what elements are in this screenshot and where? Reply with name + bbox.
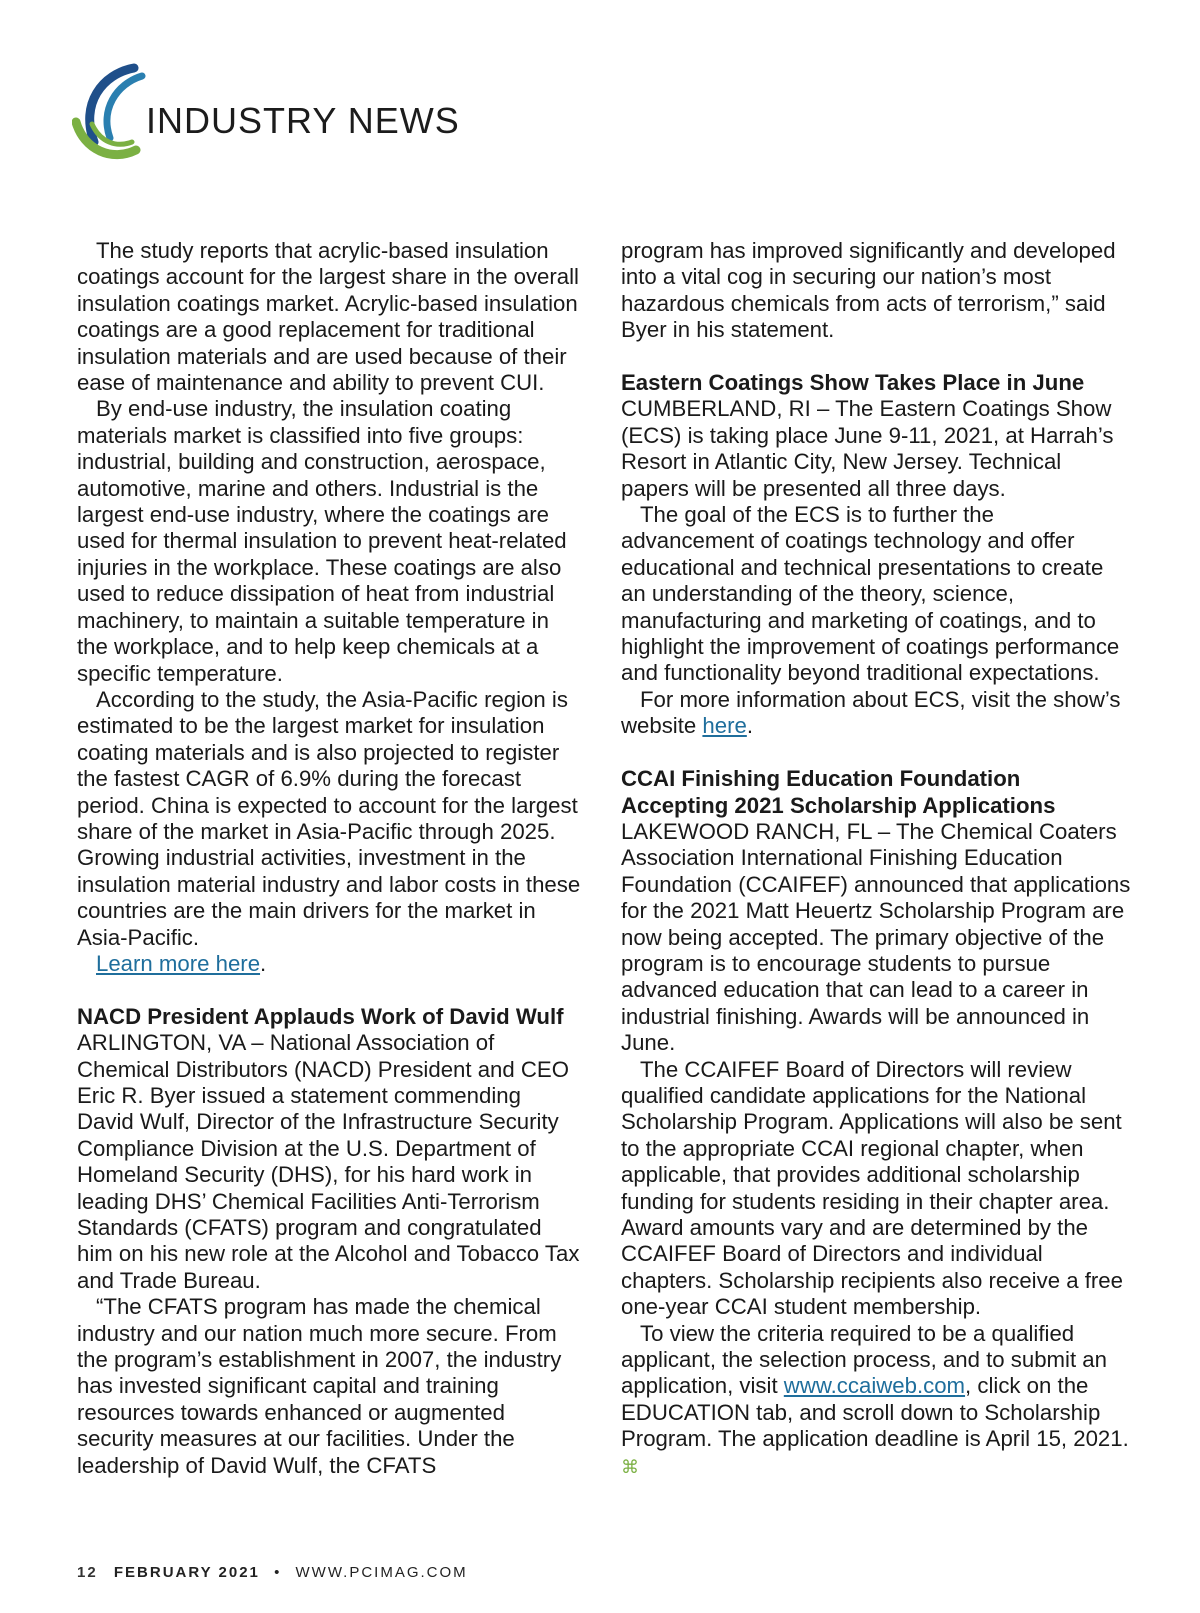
ccai-paragraph-3: To view the criteria required to be a qualified applicant, the selection process, and to submit an application, visit www.ccaiweb.com, click on the EDUCATION tab, and scroll down to Scholarship Program. The application deadline is April 15, 2021. ⌘ bbox=[621, 1320, 1129, 1477]
learn-more-link[interactable]: Learn more here bbox=[96, 950, 261, 976]
study-paragraph-3: According to the study, the Asia-Pacific region is estimated to be the largest market for insulation coating materials and is also projected to register the fastest CAGR of 6.9% during the forecast period. China is expected to account for the largest share of the market in Asia-Pacific through 2025. Growing industrial activities, investment in the insulation material industry and labor costs in these countries are the main drivers for the market in Asia-Pacific. bbox=[77, 686, 581, 950]
section-title: INDUSTRY NEWS bbox=[146, 100, 460, 141]
ecs-paragraph-1: CUMBERLAND, RI – The Eastern Coatings Show (ECS) is taking place June 9-11, 2021, at Harrah’s Resort in Atlantic City, New Jersey. Technical papers will be presented all three days. bbox=[621, 396, 1114, 501]
end-mark-icon: ⌘ bbox=[621, 1456, 639, 1477]
ccai-paragraph-2: The CCAIFEF Board of Directors will review qualified candidate applications for the National Scholarship Program. Applications will also be sent to the appropriate CCAI regional chapter, when applicable, that provides additional scholarship funding for students residing in their chapter area. Award amounts vary and are determined by the CCAIFEF Board of Directors and individual chapters. Scholarship recipients also receive a free one-year CCAI student membership. bbox=[621, 1056, 1123, 1320]
left-column bbox=[77, 238, 582, 1479]
ccai-heading-line2: Accepting 2021 Scholarship Applications bbox=[621, 792, 1056, 818]
nacd-paragraph-2: “The CFATS program has made the chemical industry and our nation much more secure. From the program’s establishment in 2007, the industry has invested significant capital and training resources towards enhanced or augmented security measures at our facilities. Under the leadership of David Wulf, the CFATS bbox=[77, 1294, 562, 1478]
study-paragraph-2: By end-use industry, the insulation coating materials market is classified into five groups: industrial, building and construction, aerospace, automotive, marine and others. Industrial is the largest end-use industry, where the coatings are used for thermal insulation to prevent heat-related injuries in the workplace. These coatings are also used to reduce dissipation of heat from industrial machinery, to maintain a suitable temperature in the workplace, and to help keep chemicals at a specific temperature. bbox=[77, 396, 567, 686]
ecs-paragraph-2: The goal of the ECS is to further the advancement of coatings technology and offer educational and technical presentations to create an understanding of the theory, science, manufacturing and marketing of coatings, and to highlight the improvement of coatings performance and functionality beyond traditional expectations. bbox=[621, 502, 1120, 686]
ecs-paragraph-3: For more information about ECS, visit the show’s website here. bbox=[621, 686, 1121, 739]
page-header bbox=[72, 62, 572, 162]
page-number: 12 bbox=[77, 1564, 98, 1581]
right-column bbox=[621, 238, 1131, 1480]
ecs-website-link[interactable]: here bbox=[702, 713, 747, 739]
ccai-heading-line1: CCAI Finishing Education Foundation bbox=[621, 766, 1021, 792]
footer-bullet: • bbox=[274, 1564, 282, 1581]
nacd-continuation: program has improved significantly and developed into a vital cog in securing our nation’s most hazardous chemicals from acts of terrorism,” said Byer in his statement. bbox=[621, 238, 1116, 343]
website-url: WWW.PCIMAG.COM bbox=[295, 1564, 468, 1581]
learn-more-paragraph: Learn more here. bbox=[96, 950, 267, 976]
ccai-paragraph-1: LAKEWOOD RANCH, FL – The Chemical Coaters Association International Finishing Education Foundation (CCAIFEF) announced that applications for the 2021 Matt Heuertz Scholarship Program are now being accepted. The primary objective of the program is to encourage students to pursue advanced education that can lead to a career in industrial finishing. Awards will be announced in June. bbox=[621, 818, 1131, 1056]
issue-date: FEBRUARY 2021 bbox=[113, 1564, 260, 1581]
page-footer bbox=[77, 1564, 468, 1581]
ecs-heading: Eastern Coatings Show Takes Place in June bbox=[621, 370, 1085, 396]
ccai-website-link[interactable]: www.ccaiweb.com bbox=[783, 1373, 966, 1399]
nacd-heading: NACD President Applauds Work of David Wulf bbox=[77, 1003, 564, 1029]
study-paragraph-1: The study reports that acrylic-based insulation coatings account for the largest share in the overall insulation coatings market. Acrylic-based insulation coatings are a good replacement for traditional insulation materials and are used because of their ease of maintenance and ability to prevent CUI. bbox=[77, 238, 579, 396]
nacd-paragraph-1: ARLINGTON, VA – National Association of Chemical Distributors (NACD) President and CEO Eric R. Byer issued a statement commending David Wulf, Director of the Infrastructure Security Compliance Division at the U.S. Department of Homeland Security (DHS), for his hard work in leading DHS’ Chemical Facilities Anti-Terrorism Standards (CFATS) program and congratulated him on his new role at the Alcohol and Tobacco Tax and Trade Bureau. bbox=[77, 1030, 580, 1293]
